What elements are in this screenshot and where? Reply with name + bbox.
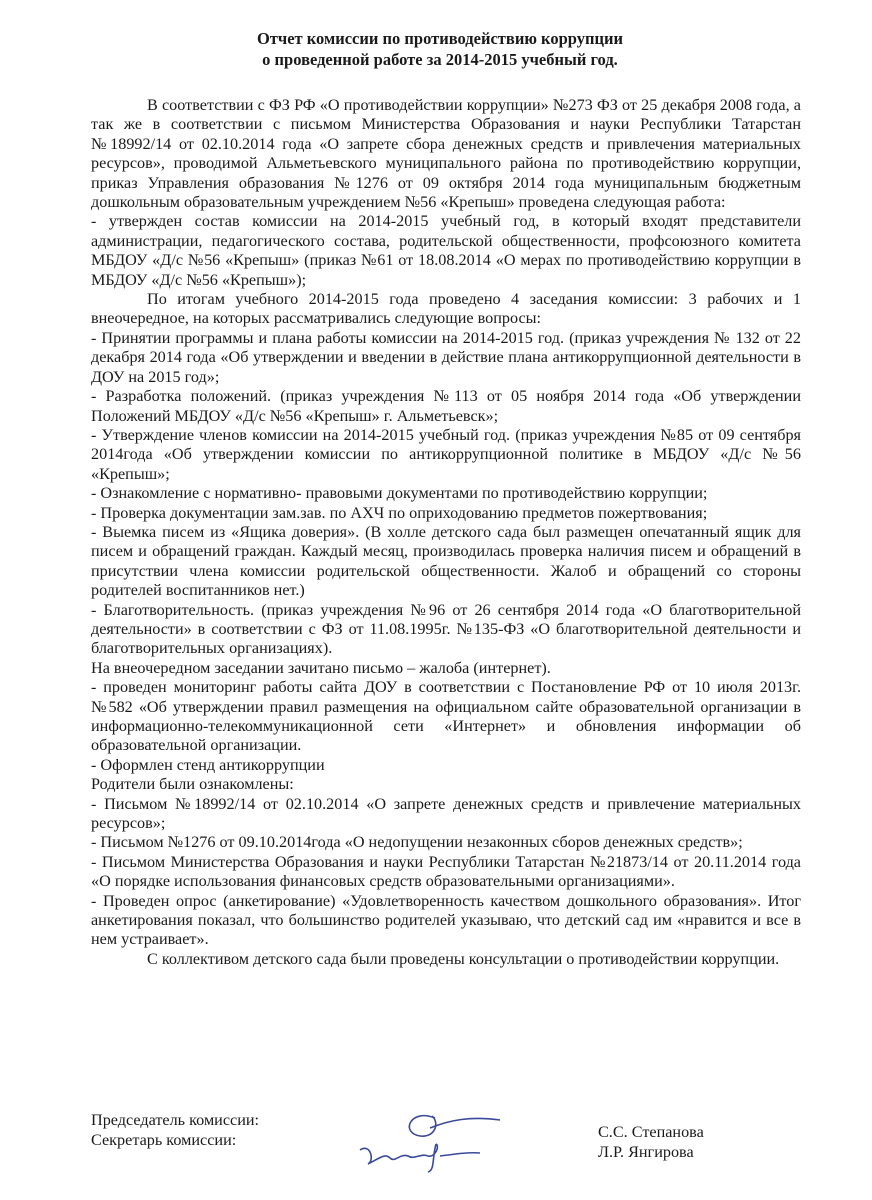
chair-label: Председатель комиссии: xyxy=(91,1111,260,1129)
title-line-2: о проведенной работе за 2014-2015 учебный год. xyxy=(262,50,618,69)
signature-names xyxy=(598,1122,704,1162)
paragraph: - Разработка положений. (приказ учреждения №113 от 05 ноября 2014 года «Об утверждении Положений МБДОУ «Д/с №56 «Крепыш» г. Альметьевск»; xyxy=(91,387,801,425)
document-body xyxy=(91,96,801,969)
signature-labels xyxy=(91,1110,259,1150)
title-line-1: Отчет комиссии по противодействию коррупции xyxy=(256,29,624,48)
paragraph: По итогам учебного 2014-2015 года проведено 4 заседания комиссии: 3 рабочих и 1 внеочередное, на которых рассматривались следующие вопросы: xyxy=(91,290,801,328)
paragraph: В соответствии с ФЗ РФ «О противодействии коррупции» №273 ФЗ от 25 декабря 2008 года, а так же в соответствии с письмом Министерства Образования и науки Республики Татарстан №18992/14 от 02.10.2014 года «О запрете сбора денежных средств и привлечения материальных ресурсов», проводимой Альметьевского муниципального района по противодействию коррупции, приказ Управления образования №1276 от 09 октября 2014 года муниципальным бюджетным дошкольным образовательным учреждением №56 «Крепыш» проведена следующая работа: xyxy=(91,96,801,212)
paragraph: - Проведен опрос (анкетирование) «Удовлетворенность качеством дошкольного образования». Итог анкетирования показал, что большинство родителей указываю, что детский сад им «нравится и все в нем устраивает». xyxy=(91,891,801,949)
paragraph: - Проверка документации зам.зав. по АХЧ по оприходованию предметов пожертвования; xyxy=(91,503,708,522)
paragraph: - утвержден состав комиссии на 2014-2015 учебный год, в который входят представители администрации, педагогического состава, родительской общественности, профсоюзного комитета МБДОУ «Д/с №56 «Крепыш» (приказ №61 от 18.08.2014 «О мерах по противодействию коррупции в МБДОУ «Д/с №56 «Крепыш»); xyxy=(91,212,801,289)
paragraph: - Ознакомление с нормативно- правовыми документами по противодействию коррупции; xyxy=(91,484,708,503)
paragraph: - Письмом Министерства Образования и науки Республики Татарстан №21873/14 от 20.11.2014 года «О порядке использования финансовых средств образовательными организациями». xyxy=(91,852,801,891)
paragraph: На внеочередном заседании зачитано письмо – жалоба (интернет). xyxy=(91,658,551,677)
paragraph: Родители были ознакомлены: xyxy=(91,775,294,794)
paragraph: - Письмом №1276 от 09.10.2014года «О недопущении незаконных сборов денежных средств»; xyxy=(91,833,743,852)
paragraph: С коллективом детского сада были проведены консультации о противодействии коррупции. xyxy=(147,949,780,968)
document-title xyxy=(90,28,790,70)
paragraph: - Выемка писем из «Ящика доверия». (В холле детского сада был размещен опечатанный ящик для писем и обращений граждан. Каждый месяц, производилась проверка наличия писем и обращений в присутствии члена комиссии родительской общественности. Жалоб и обращений со стороны родителей воспитанников нет.) xyxy=(91,522,801,600)
paragraph: - Оформлен стенд антикоррупции xyxy=(91,755,325,774)
handwritten-signature-icon xyxy=(340,1098,520,1178)
paragraph: - Принятии программы и плана работы комиссии на 2014-2015 год. (приказ учреждения № 132 от 22 декабря 2014 года «Об утверждении и введении в действие плана антикоррупционной деятельности в ДОУ на 2015 год»; xyxy=(91,328,801,386)
paragraph: - Благотворительность. (приказ учреждения №96 от 26 сентября 2014 года «О благотворительной деятельности» в соответствии с ФЗ от 11.08.1995г. №135-ФЗ «О благотворительной деятельности и благотворительных организациях). xyxy=(91,600,801,658)
paragraph: - Письмом №18992/14 от 02.10.2014 «О запрете денежных средств и привлечение материальных ресурсов»; xyxy=(91,794,801,833)
chair-name: С.С. Степанова xyxy=(598,1123,704,1141)
paragraph: - Утверждение членов комиссии на 2014-2015 учебный год. (приказ учреждения №85 от 09 сентября 2014года «Об утверждении комиссии по антикоррупционной политике в МБДОУ «Д/с №56 «Крепыш»; xyxy=(91,425,801,483)
secretary-label: Секретарь комиссии: xyxy=(91,1131,237,1149)
secretary-name: Л.Р. Янгирова xyxy=(598,1143,694,1161)
paragraph: - проведен мониторинг работы сайта ДОУ в соответствии с Постановление РФ от 10 июля 2013г. №582 «Об утверждении правил размещения на официальном сайте образовательной организации в информационно-телекоммуникационной сети «Интернет» и обновления информации об образовательной организации. xyxy=(91,678,801,755)
